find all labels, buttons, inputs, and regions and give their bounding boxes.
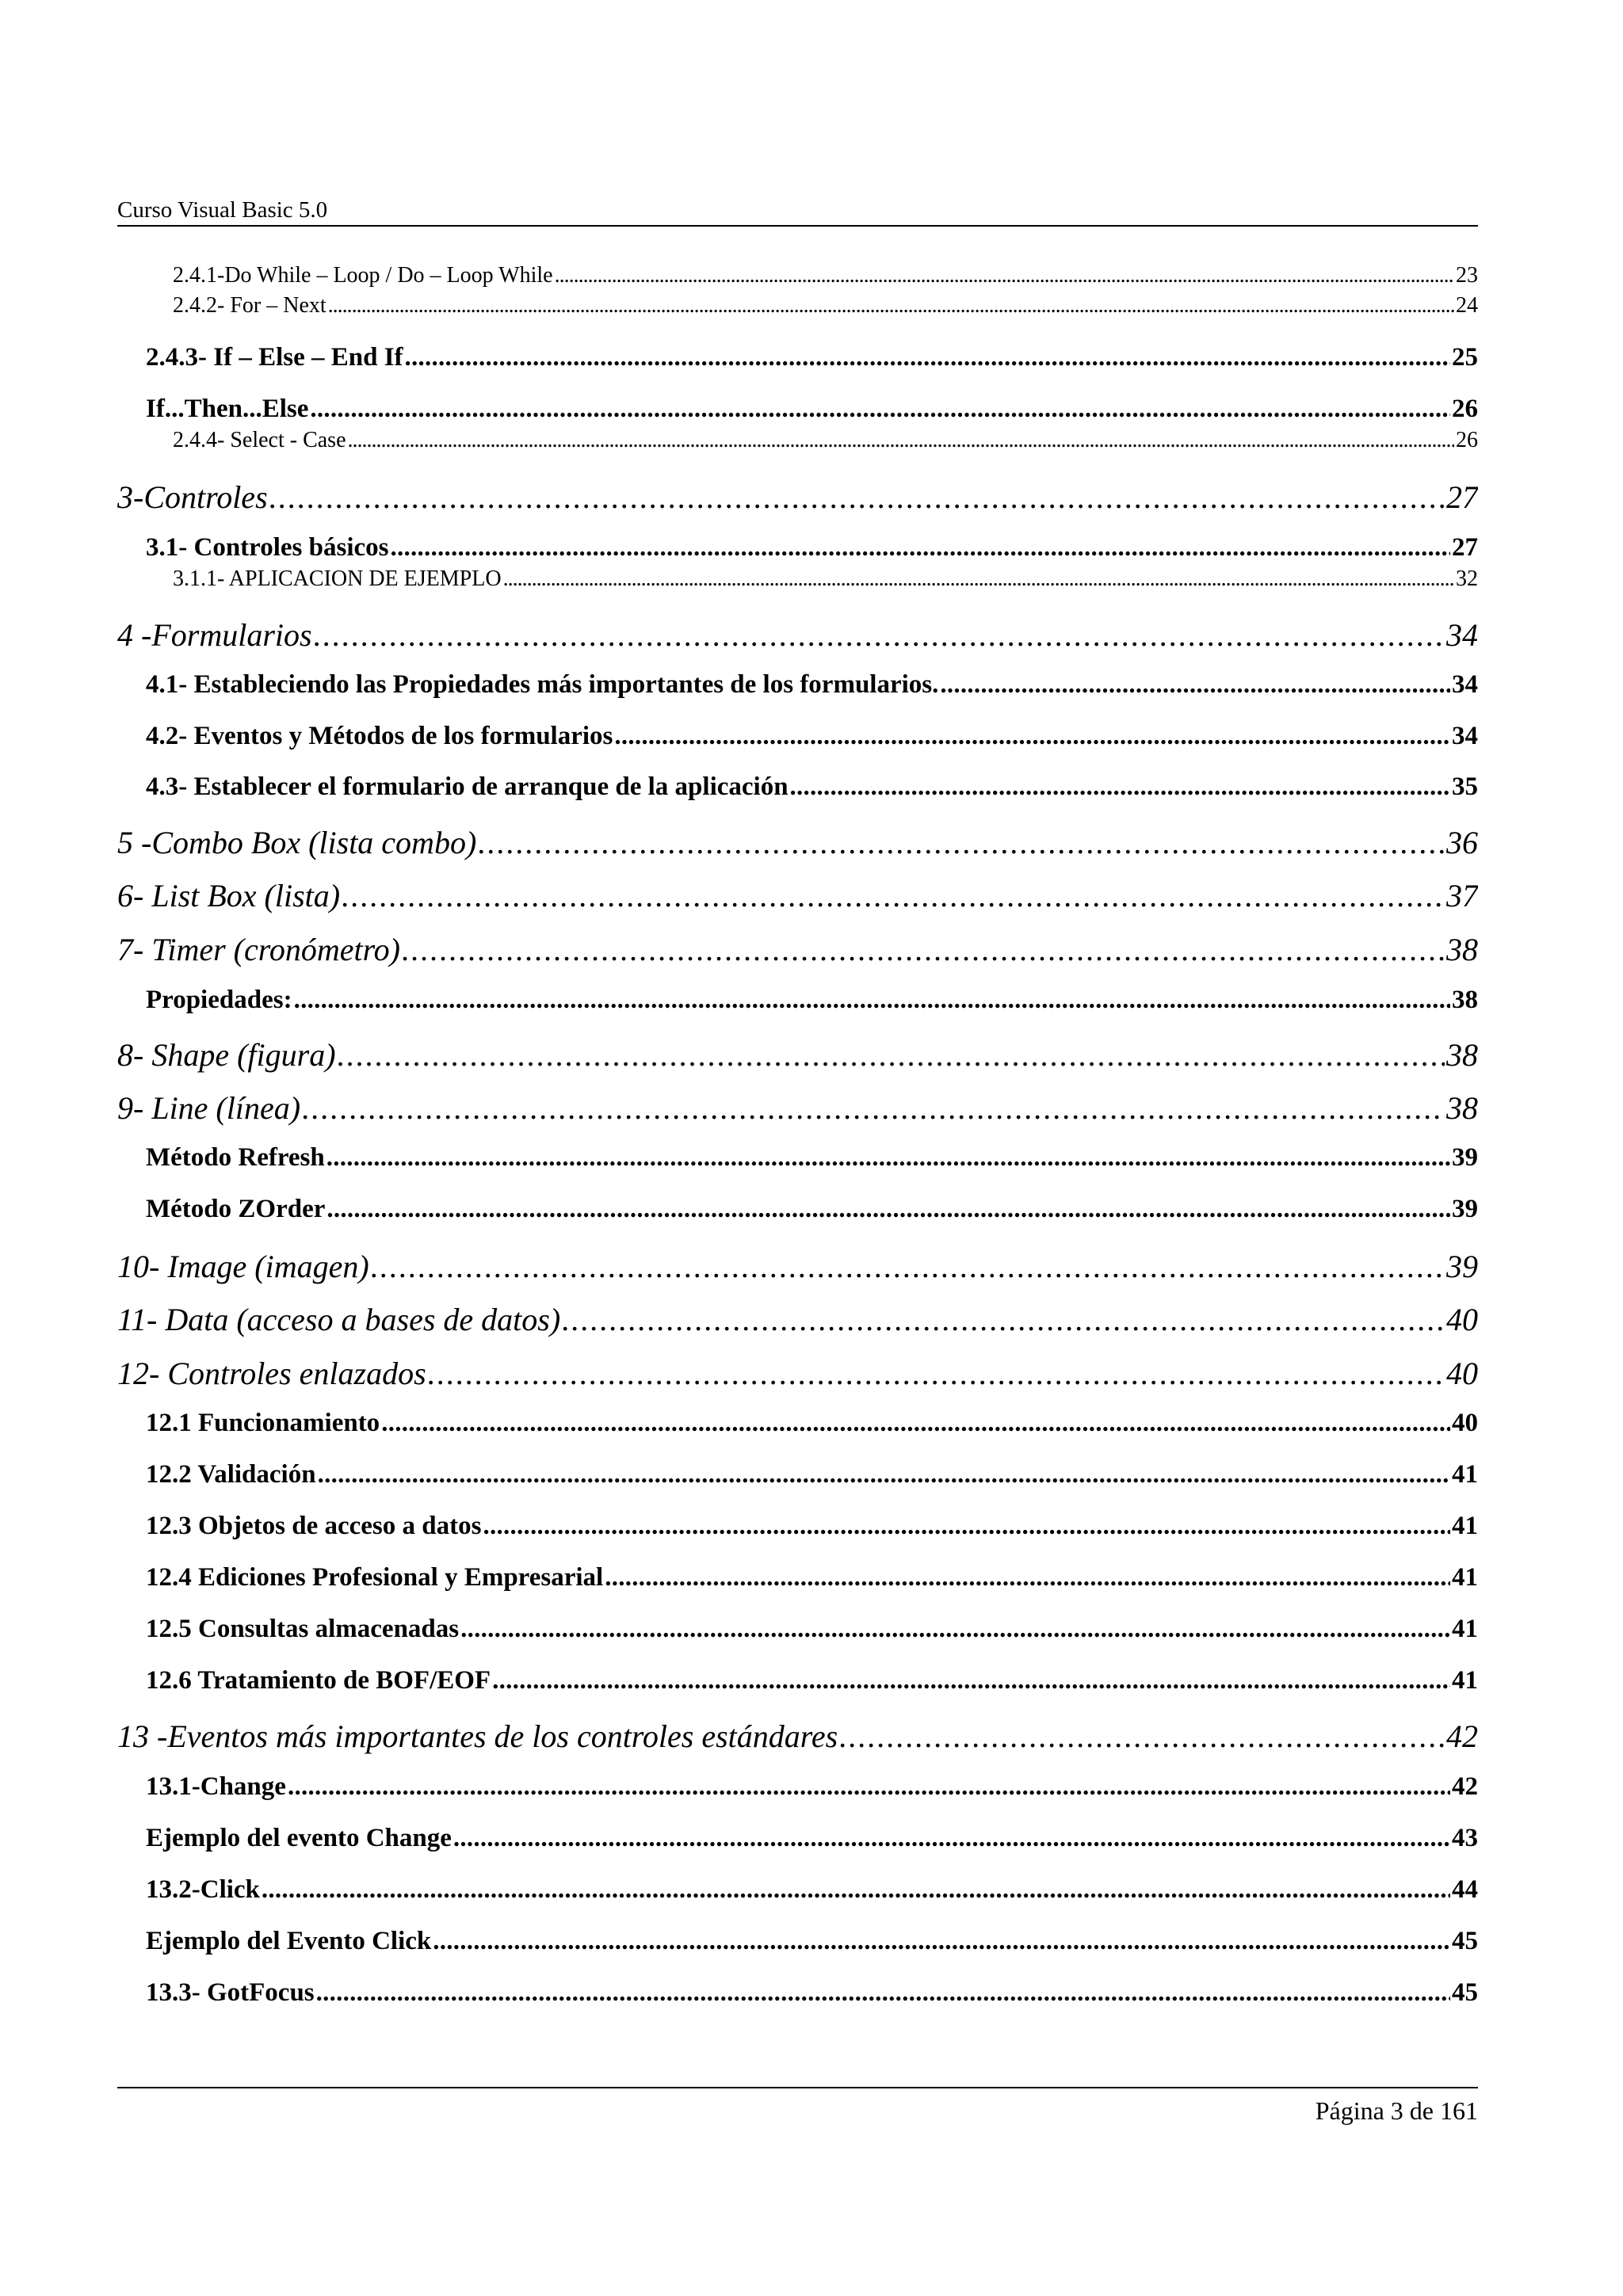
toc-entry-page: 23 <box>1456 263 1478 288</box>
toc-entry-page: 37 <box>1446 878 1478 913</box>
toc-entry-title: 12.5 Consultas almacenadas <box>146 1615 460 1643</box>
page-number: Página 3 de 161 <box>1315 2096 1478 2125</box>
dot-leader <box>318 1460 1450 1489</box>
toc-entry[interactable] <box>146 1615 1478 1648</box>
toc-entry[interactable] <box>146 1143 1478 1177</box>
toc-entry[interactable] <box>173 428 1478 455</box>
dot-leader <box>839 1718 1445 1755</box>
dot-leader <box>327 1143 1450 1173</box>
dot-leader <box>940 670 1450 700</box>
toc-entry-title: 11- Data (acceso a bases de datos) <box>117 1302 561 1337</box>
toc-entry-title: 2.4.1-Do While – Loop / Do – Loop While <box>173 263 553 288</box>
toc-entry-title: 3-Controles <box>117 479 268 515</box>
toc-entry[interactable] <box>146 1875 1478 1909</box>
toc-entry-page: 24 <box>1456 293 1478 318</box>
toc-entry-page: 42 <box>1446 1718 1478 1754</box>
toc-entry-title: 13 -Eventos más importantes de los controles estándares <box>117 1718 838 1754</box>
toc-entry-page: 39 <box>1446 1249 1478 1284</box>
dot-leader <box>483 1512 1450 1541</box>
toc-entry[interactable] <box>117 877 1478 917</box>
toc-entry[interactable] <box>146 1409 1478 1442</box>
toc-entry-title: Ejemplo del Evento Click <box>146 1927 432 1955</box>
toc-entry-title: 12.3 Objetos de acceso a datos <box>146 1512 482 1540</box>
dot-leader <box>348 428 1455 453</box>
toc-entry-page: 38 <box>1446 1090 1478 1126</box>
toc-entry-title: 12.6 Tratamiento de BOF/EOF <box>146 1666 491 1695</box>
dot-leader <box>342 877 1445 914</box>
toc-entry-title: 4.2- Eventos y Métodos de los formularios <box>146 722 613 750</box>
toc-entry-page: 26 <box>1452 395 1478 423</box>
dot-leader <box>262 1875 1450 1905</box>
toc-entry-title: 12.1 Funcionamiento <box>146 1409 380 1437</box>
toc-entry-page: 39 <box>1452 1143 1478 1172</box>
toc-entry[interactable] <box>146 1927 1478 1960</box>
toc-entry[interactable] <box>146 1824 1478 1857</box>
toc-entry[interactable] <box>146 343 1478 376</box>
toc-entry[interactable] <box>117 1089 1478 1129</box>
dot-leader <box>327 1195 1450 1224</box>
toc-entry[interactable] <box>146 1195 1478 1228</box>
toc-entry[interactable] <box>117 1718 1478 1757</box>
document-title: Curso Visual Basic 5.0 <box>117 197 328 223</box>
toc-entry[interactable] <box>146 395 1478 428</box>
toc-entry-page: 34 <box>1452 722 1478 750</box>
toc-entry[interactable] <box>146 986 1478 1019</box>
dot-leader <box>478 824 1445 861</box>
toc-entry-page: 36 <box>1446 825 1478 860</box>
toc-entry[interactable] <box>146 1460 1478 1493</box>
toc-entry-page: 38 <box>1446 1037 1478 1073</box>
dot-leader <box>302 1089 1445 1127</box>
toc-entry-title: Propiedades: <box>146 986 292 1014</box>
toc-entry-title: 12.4 Ediciones Profesional y Empresarial <box>146 1563 604 1592</box>
toc-entry-page: 38 <box>1446 932 1478 967</box>
toc-entry-page: 41 <box>1452 1460 1478 1489</box>
toc-entry[interactable] <box>146 1512 1478 1545</box>
dot-leader <box>269 479 1445 516</box>
dot-leader <box>390 533 1450 563</box>
dot-leader <box>605 1563 1450 1592</box>
toc-entry-title: 3.1- Controles básicos <box>146 533 389 562</box>
toc-entry-title: 13.1-Change <box>146 1772 286 1801</box>
toc-entry[interactable] <box>146 772 1478 806</box>
toc-entry-title: 10- Image (imagen) <box>117 1249 369 1284</box>
toc-entry-title: Método ZOrder <box>146 1195 326 1223</box>
toc-entry-page: 27 <box>1452 533 1478 562</box>
toc-entry[interactable] <box>146 1666 1478 1699</box>
toc-entry[interactable] <box>117 1248 1478 1287</box>
toc-entry-title: 13.2-Click <box>146 1875 260 1904</box>
toc-entry-page: 41 <box>1452 1615 1478 1643</box>
toc-entry-title: Ejemplo del evento Change <box>146 1824 452 1852</box>
toc-entry-page: 42 <box>1452 1772 1478 1801</box>
toc-entry-page: 38 <box>1452 986 1478 1014</box>
toc-entry-title: 3.1.1- APLICACION DE EJEMPLO <box>173 566 502 591</box>
toc-entry-page: 35 <box>1452 772 1478 801</box>
toc-entry[interactable] <box>173 263 1478 290</box>
toc-entry[interactable] <box>117 1036 1478 1076</box>
toc-entry[interactable] <box>146 1978 1478 2012</box>
dot-leader <box>402 931 1445 968</box>
toc-entry-title: 2.4.3- If – Else – End If <box>146 343 403 372</box>
toc-entry-title: 13.3- GotFocus <box>146 1978 315 2007</box>
toc-entry-page: 41 <box>1452 1666 1478 1695</box>
toc-entry-page: 45 <box>1452 1927 1478 1955</box>
dot-leader <box>460 1615 1450 1644</box>
toc-entry-page: 43 <box>1452 1824 1478 1852</box>
toc-entry-page: 39 <box>1452 1195 1478 1223</box>
page-footer <box>117 2087 1478 2125</box>
toc-entry-title: 4 -Formularios <box>117 617 312 653</box>
dot-leader <box>433 1927 1450 1956</box>
toc-entry-title: Método Refresh <box>146 1143 325 1172</box>
toc-entry-title: 4.3- Establecer el formulario de arranque de la aplicación <box>146 772 789 801</box>
toc-entry[interactable] <box>117 479 1478 518</box>
toc-entry-title: 9- Line (línea) <box>117 1090 301 1126</box>
dot-leader <box>310 395 1450 424</box>
toc-entry[interactable] <box>117 931 1478 971</box>
toc-entry-title: 5 -Combo Box (lista combo) <box>117 825 477 860</box>
dot-leader <box>314 616 1445 654</box>
dot-leader <box>294 986 1450 1015</box>
toc-entry-page: 40 <box>1446 1356 1478 1391</box>
toc-entry[interactable] <box>146 670 1478 704</box>
toc-entry[interactable] <box>173 293 1478 320</box>
toc-entry[interactable] <box>117 1301 1478 1341</box>
toc-entry-title: 12.2 Validación <box>146 1460 316 1489</box>
toc-entry-title: 4.1- Estableciendo las Propiedades más importantes de los formularios. <box>146 670 939 699</box>
page-header <box>117 195 1478 227</box>
toc-entry-page: 34 <box>1446 617 1478 653</box>
toc-entry[interactable] <box>173 566 1478 593</box>
toc-entry-title: If...Then...Else <box>146 395 309 423</box>
toc-entry[interactable] <box>117 1355 1478 1394</box>
dot-leader <box>562 1301 1445 1338</box>
toc-entry-page: 27 <box>1446 479 1478 515</box>
dot-leader <box>492 1666 1450 1695</box>
toc-entry-page: 41 <box>1452 1563 1478 1592</box>
toc-entry-page: 25 <box>1452 343 1478 372</box>
dot-leader <box>428 1355 1445 1392</box>
toc-entry[interactable] <box>146 533 1478 566</box>
toc-entry-page: 45 <box>1452 1978 1478 2007</box>
toc-entry-title: 6- List Box (lista) <box>117 878 341 913</box>
dot-leader <box>381 1409 1450 1438</box>
toc-entry[interactable] <box>146 722 1478 755</box>
toc-entry-page: 41 <box>1452 1512 1478 1540</box>
dot-leader <box>338 1036 1445 1074</box>
toc-entry-title: 12- Controles enlazados <box>117 1356 426 1391</box>
dot-leader <box>328 293 1454 318</box>
toc-entry-page: 40 <box>1452 1409 1478 1437</box>
dot-leader <box>614 722 1450 751</box>
toc-entry-title: 7- Timer (cronómetro) <box>117 932 400 967</box>
dot-leader <box>316 1978 1450 2008</box>
toc-entry-title: 8- Shape (figura) <box>117 1037 336 1073</box>
dot-leader <box>453 1824 1450 1853</box>
dot-leader <box>790 772 1450 802</box>
toc-entry[interactable] <box>117 616 1478 656</box>
toc-entry-page: 40 <box>1446 1302 1478 1337</box>
dot-leader <box>288 1772 1450 1802</box>
toc-entry-page: 44 <box>1452 1875 1478 1904</box>
toc-entry[interactable] <box>117 824 1478 864</box>
dot-leader <box>371 1248 1445 1285</box>
toc-entry-page: 34 <box>1452 670 1478 699</box>
toc-entry-page: 32 <box>1456 566 1478 591</box>
toc-entry-title: 2.4.2- For – Next <box>173 293 327 318</box>
toc-entry[interactable] <box>146 1772 1478 1806</box>
toc-entry-title: 2.4.4- Select - Case <box>173 428 346 452</box>
dot-leader <box>555 263 1454 288</box>
toc-entry-page: 26 <box>1456 428 1478 452</box>
dot-leader <box>503 566 1454 592</box>
toc-entry[interactable] <box>146 1563 1478 1596</box>
dot-leader <box>405 343 1450 372</box>
